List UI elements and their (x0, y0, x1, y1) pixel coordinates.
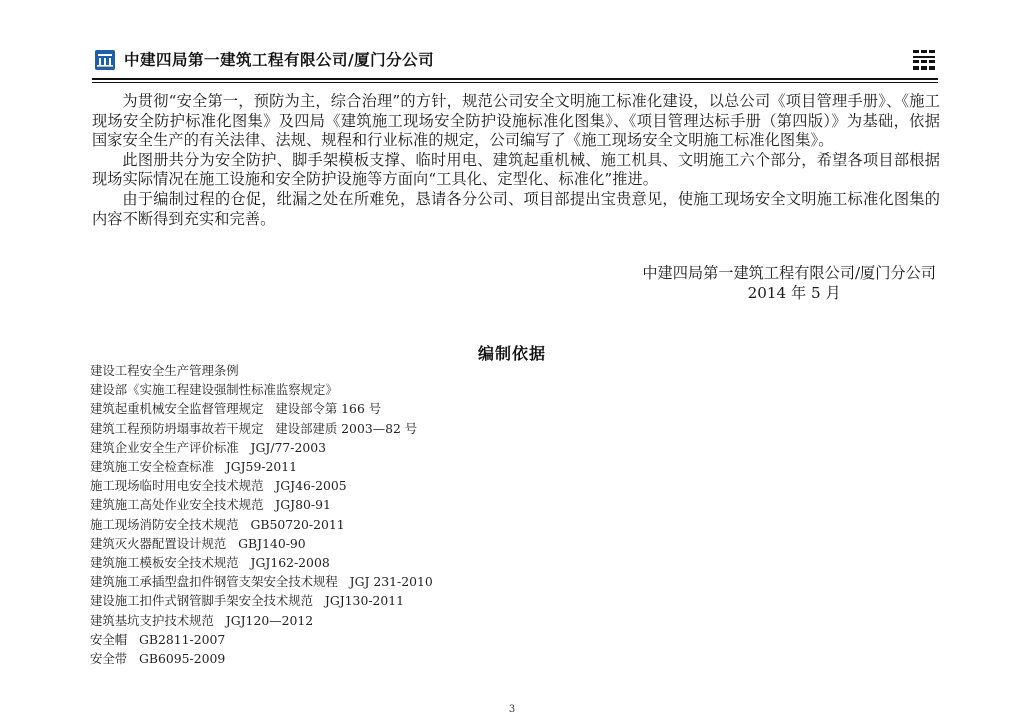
basis-item: 建筑工程预防坍塌事故若干规定 建设部建质 2003—82 号 (90, 420, 418, 436)
basis-item: 建筑灭火器配置设计规范 GBJ140-90 (90, 535, 306, 551)
basis-item: 建设施工扣件式钢管脚手架安全技术规范 JGJ130-2011 (90, 593, 405, 609)
header-company-name: 中建四局第一建筑工程有限公司/厦门分公司 (124, 51, 435, 69)
basis-item: 建筑施工安全检查标准 JGJ59-2011 (90, 459, 298, 475)
header-rule-thin (92, 82, 938, 83)
basis-item: 建设工程安全生产管理条例 (90, 363, 239, 378)
page-header (92, 46, 938, 74)
intro-paragraph: 此图册共分为安全防护、脚手架模板支撑、临时用电、建筑起重机械、施工机具、文明施工六个部分，希望各项目部根据现场实际情况在施工设施和安全防护设施等方面向“工具化、定型化、标准化”推进。 (92, 150, 940, 189)
basis-item: 建筑基坑支护技术规范 JGJ120—2012 (90, 612, 314, 628)
basis-item: 建设部《实施工程建设强制性标准监察规定》 (90, 382, 338, 398)
basis-list (90, 361, 433, 668)
basis-item: 建筑施工高处作业安全技术规范 JGJ80-91 (90, 497, 331, 513)
signature-block (642, 263, 936, 303)
basis-item: 安全帽 GB2811-2007 (90, 631, 226, 647)
stacked-bars-emblem-icon (912, 48, 936, 72)
basis-item: 施工现场临时用电安全技术规范 JGJ46-2005 (90, 478, 347, 494)
intro-paragraph: 由于编制过程的仓促，纰漏之处在所难免，恳请各分公司、项目部提出宝贵意见，使施工现场安全文明施工标准化图集的内容不断得到充实和完善。 (92, 189, 940, 228)
basis-item: 建筑企业安全生产评价标准 JGJ/77-2003 (90, 439, 326, 455)
basis-item: 建筑施工承插型盘扣件钢管支架安全技术规程 JGJ 231-2010 (90, 574, 433, 590)
header-rule (92, 78, 938, 80)
basis-item: 施工现场消防安全技术规范 GB50720-2011 (90, 516, 345, 532)
signature-company: 中建四局第一建筑工程有限公司/厦门分公司 (642, 264, 936, 282)
signature-date: 2014 年 5 月 (747, 284, 841, 302)
intro-text (92, 92, 940, 229)
section-title: 编制依据 (477, 344, 546, 363)
basis-item: 安全带 GB6095-2009 (90, 651, 226, 667)
company-logo-icon (95, 50, 115, 70)
intro-paragraph: 为贯彻“安全第一，预防为主，综合治理”的方针，规范公司安全文明施工标准化建设，以总公司《项目管理手册》、《施工现场安全防护标准化图集》及四局《建筑施工现场安全防护设施标准化图集》、《项目管理达标手册（第四版）》为基础，依据国家安全生产的有关法律、法规、规程和行业标准的规定，公司编写了《施工现场安全文明施工标准化图集》。 (92, 92, 940, 150)
basis-item: 建筑施工模板安全技术规范 JGJ162-2008 (90, 555, 330, 571)
page-number: 3 (508, 704, 516, 715)
basis-item: 建筑起重机械安全监督管理规定 建设部令第 166 号 (90, 401, 382, 417)
